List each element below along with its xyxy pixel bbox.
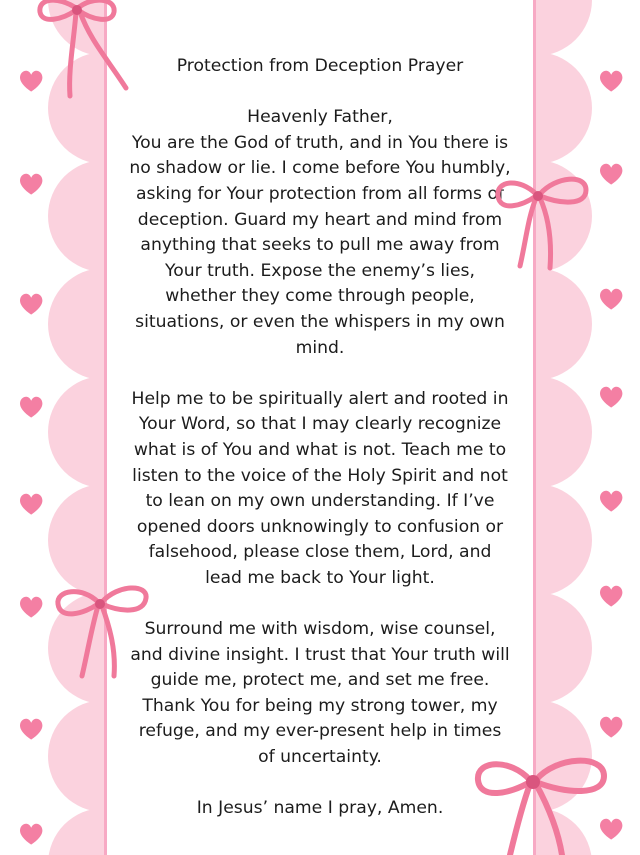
heart-icon — [20, 294, 42, 315]
prayer-paragraph-2: Help me to be spiritually alert and rooted in Your Word, so that I may clearly recognize what is of You and what is not. Teach me to listen to the voice of the Holy Spirit and not to lean on my own understanding. If I’ve opened doors unknowingly to confusion or falsehood, please close them, Lord, and lead me back to Your light. — [131, 388, 509, 588]
heart-icon — [600, 717, 622, 738]
heart-icon — [600, 289, 622, 310]
prayer-text — [128, 54, 512, 822]
heart-icon — [20, 597, 42, 618]
heart-icon — [20, 174, 42, 195]
prayer-title: Protection from Deception Prayer — [176, 56, 464, 76]
bow-ribbon-icon — [28, 0, 138, 100]
heart-icon — [20, 397, 42, 418]
prayer-greeting: Heavenly Father, — [247, 107, 393, 128]
prayer-paragraph-1: You are the God of truth, and in You there is no shadow or lie. I come before You humbly, asking for Your protection from all forms of deception. Guard my heart and mind from anything that seeks to pull me away from Your truth. Expose the enemy’s lies, whether they come through people, situations, or even the whispers in my own mind. — [129, 132, 511, 358]
bow-ribbon-icon — [490, 168, 600, 278]
bow-ribbon-icon — [48, 580, 158, 690]
heart-icon — [20, 824, 42, 845]
heart-icon — [600, 164, 622, 185]
heart-icon — [600, 491, 622, 512]
bow-ribbon-icon — [470, 750, 620, 855]
heart-icon — [20, 494, 42, 515]
prayer-paragraph-3: Surround me with wisdom, wise counsel, and divine insight. I trust that Your truth will guide me, protect me, and set me free. Thank You for being my strong tower, my refuge, and my ever-present help in times of uncertainty. — [130, 619, 510, 768]
heart-icon — [20, 719, 42, 740]
prayer-closing: In Jesus’ name I pray, Amen. — [196, 798, 444, 819]
heart-icon — [600, 387, 622, 408]
heart-icon — [600, 71, 622, 92]
heart-icon — [600, 586, 622, 607]
